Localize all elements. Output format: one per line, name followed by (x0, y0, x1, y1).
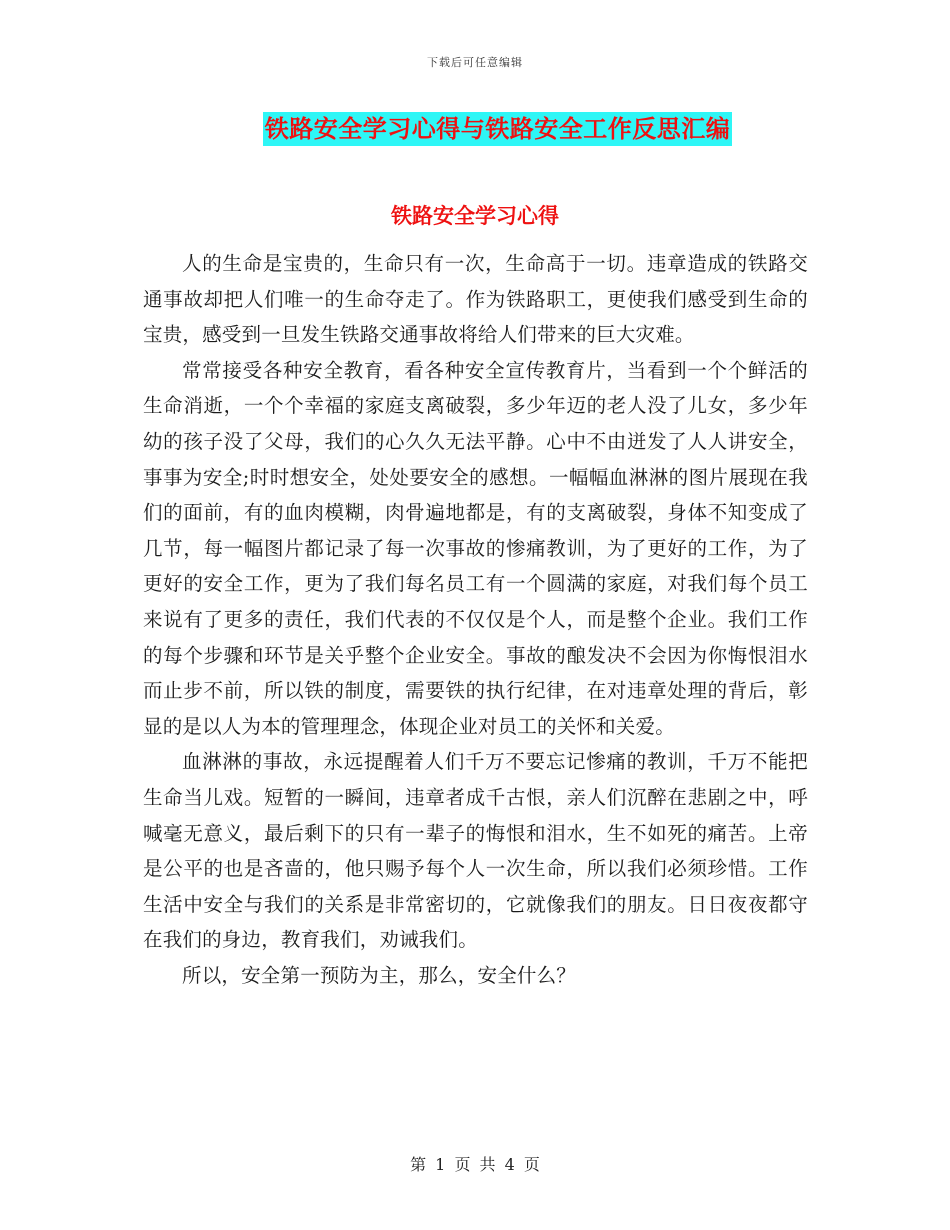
document-body (143, 246, 808, 993)
paragraph: 血淋淋的事故，永远提醒着人们千万不要忘记惨痛的教训，千万不能把生命当儿戏。短暂的一瞬间，违章者成千古恨，亲人们沉醉在悲剧之中，呼喊毫无意义，最后剩下的只有一辈子的悔恨和泪水，生不如死的痛苦。上帝是公平的也是吝啬的，他只赐予每个人一次生命，所以我们必须珍惜。工作生活中安全与我们的关系是非常密切的，它就像我们的朋友。日日夜夜都守在我们的身边，教育我们，劝诫我们。 (143, 750, 808, 952)
main-title: 铁路安全学习心得与铁路安全工作反思汇编 (263, 112, 733, 146)
page-number: 第 1 页 共 4 页 (410, 1155, 540, 1174)
section-title: 铁路安全学习心得 (391, 204, 559, 228)
paragraph: 常常接受各种安全教育，看各种安全宣传教育片，当看到一个个鲜活的生命消逝，一个个幸福的家庭支离破裂，多少年迈的老人没了儿女，多少年幼的孩子没了父母，我们的心久久无法平静。心中不由迸发了人人讲安全，事事为安全;时时想安全，处处要安全的感想。一幅幅血淋淋的图片展现在我们的面前，有的血肉模糊，肉骨遍地都是，有的支离破裂，身体不知变成了几节，每一幅图片都记录了每一次事故的惨痛教训，为了更好的工作，为了更好的安全工作，更为了我们每名员工有一个圆满的家庭，对我们每个员工来说有了更多的责任，我们代表的不仅仅是个人，而是整个企业。我们工作的每个步骤和环节是关乎整个企业安全。事故的酿发决不会因为你悔恨泪水而止步不前，所以铁的制度，需要铁的执行纪律，在对违章处理的背后，彰显的是以人为本的管理理念，体现企业对员工的关怀和关爱。 (143, 358, 808, 738)
paragraph: 所以，安全第一预防为主，那么，安全什么？ (182, 963, 577, 987)
paragraph: 人的生命是宝贵的，生命只有一次，生命高于一切。违章造成的铁路交通事故却把人们唯一的生命夺走了。作为铁路职工，更使我们感受到生命的宝贵，感受到一旦发生铁路交通事故将给人们带来的巨大灾难。 (143, 252, 808, 347)
header-note: 下载后可任意编辑 (427, 56, 523, 69)
main-title-container (0, 112, 950, 146)
